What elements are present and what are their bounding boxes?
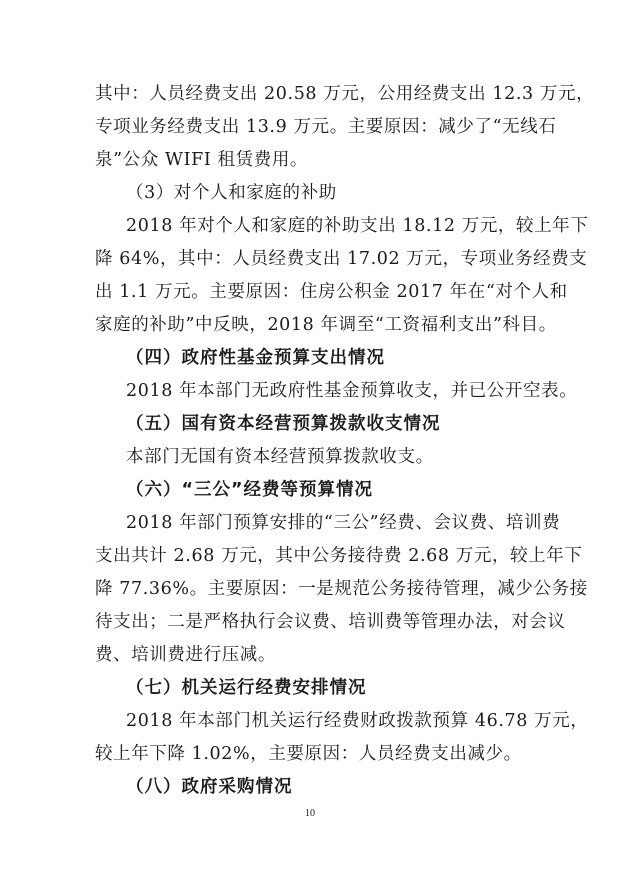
paragraph-line: 专项业务经费支出 13.9 万元。主要原因：减少了“无线石 [95, 117, 557, 137]
paragraph-line: 2018 年本部门机关运行经费财政拨款预算 46.78 万元， [126, 711, 589, 731]
paragraph-line: 待支出；二是严格执行会议费、培训费等管理办法，对会议 [95, 612, 566, 632]
subsection-heading: （3）对个人和家庭的补助 [126, 183, 337, 203]
paragraph-line: 支出共计 2.68 万元，其中公务接待费 2.68 万元，较上年下 [95, 546, 583, 566]
paragraph-line: 出 1.1 万元。主要原因：住房公积金 2017 年在“对个人和 [95, 282, 568, 302]
section-heading: （六）“三公”经费等预算情况 [126, 480, 374, 500]
paragraph-line: 费、培训费进行压减。 [95, 645, 276, 665]
paragraph-line: 本部门无国有资本经营预算拨款收支。 [126, 447, 434, 467]
paragraph-line: 其中：人员经费支出 20.58 万元，公用经费支出 12.3 万元， [95, 84, 595, 104]
paragraph-line: 2018 年部门预算安排的“三公”经费、会议费、培训费 [126, 513, 561, 533]
section-heading: （四）政府性基金预算支出情况 [126, 348, 385, 368]
section-heading: （五）国有资本经营预算拨款收支情况 [126, 414, 441, 434]
paragraph-line: 较上年下降 1.02%，主要原因：人员经费支出减少。 [95, 744, 522, 764]
paragraph-line: 家庭的补助”中反映，2018 年调至“工资福利支出”科目。 [95, 315, 557, 335]
paragraph-line: 2018 年本部门无政府性基金预算收支，并已公开空表。 [126, 381, 578, 401]
paragraph-line: 2018 年对个人和家庭的补助支出 18.12 万元，较上年下 [126, 216, 589, 236]
section-heading: （八）政府采购情况 [126, 777, 293, 797]
page-number: 10 [305, 808, 315, 819]
paragraph-line: 降 77.36%。主要原因：一是规范公务接待管理，减少公务接 [95, 579, 588, 599]
paragraph-line: 泉”公众 WIFI 租赁费用。 [95, 150, 309, 170]
section-heading: （七）机关运行经费安排情况 [126, 678, 367, 698]
paragraph-line: 降 64%，其中：人员经费支出 17.02 万元，专项业务经费支 [95, 249, 588, 269]
